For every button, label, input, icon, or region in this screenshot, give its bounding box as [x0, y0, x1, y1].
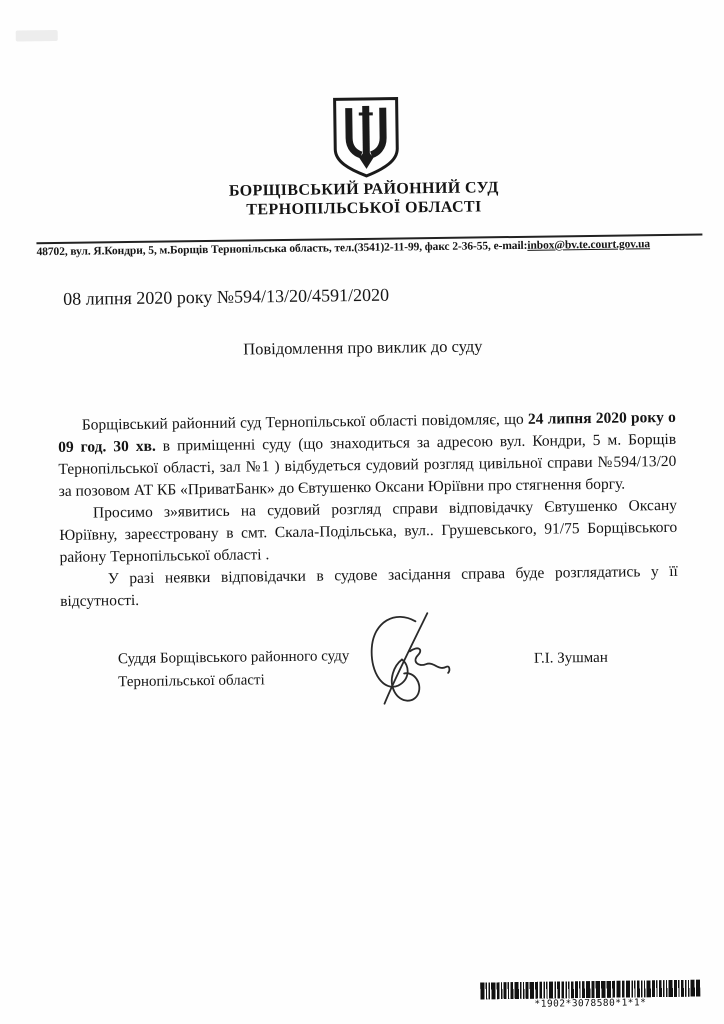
signer-title [118, 645, 350, 693]
ukraine-trident-emblem [328, 95, 405, 180]
handwritten-signature [353, 607, 454, 716]
trident-icon [328, 95, 405, 180]
signer-name: Г.І. Зушман [533, 649, 608, 667]
court-name-line2: ТЕРНОПІЛЬСЬКОЇ ОБЛАСТІ [246, 197, 482, 218]
contact-email: inbox@bv.te.court.gov.ua [527, 238, 651, 252]
body-paragraph: У разі неявки відповідачки в судове засідання справа буде розглядатись у її відсутності. [60, 562, 678, 610]
signer-title-line2: Тернопільської області [118, 671, 265, 690]
body-paragraph: Борщівський районний суд Тернопільської області повідомляє, що 24 липня 2020 року о 09 год. 30 хв. в приміщенні суду (що знаходиться за адресою вул. Кондри, 5 м. Борщів Тернопільської області, зал №1 ) відбудеться судовий розгляд цивільної справи №594/13/20 за позовом АТ КБ «ПриватБанк» до Євтушенко Оксани Юріївни про стягнення боргу. [58, 408, 677, 500]
scan-artifact-smudge [16, 30, 58, 42]
contact-address: 48702, вул. Я.Кондри, 5, м.Борщів Тернопільська область, тел.(3541)2-11-99, факс 2-36-55, e-mail: [36, 239, 528, 259]
court-name-line1: БОРЩІВСЬКИЙ РАЙОННИЙ СУД [228, 179, 499, 200]
document-body [58, 407, 679, 613]
signature-stroke [353, 607, 454, 716]
signer-title-line1: Суддя Борщівського районного суду [117, 648, 350, 668]
barcode-text: *1902*3078580*1*1* [534, 997, 647, 1010]
date-number-line: 08 липня 2020 року №594/13/20/4591/2020 [63, 284, 390, 309]
court-name [0, 176, 724, 223]
barcode-bars [480, 980, 700, 1000]
document-title: Повідомлення про виклик до суду [243, 336, 483, 359]
body-paragraph: Просимо з»явитись на судовий розгляд справи відповідачку Євтушенко Оксану Юріївну, зареєстровану в смт. Скала-Подільська, вул.. Грушевського, 91/75 Борщівського району Тернопільської області . [59, 496, 678, 566]
barcode [480, 980, 700, 1011]
